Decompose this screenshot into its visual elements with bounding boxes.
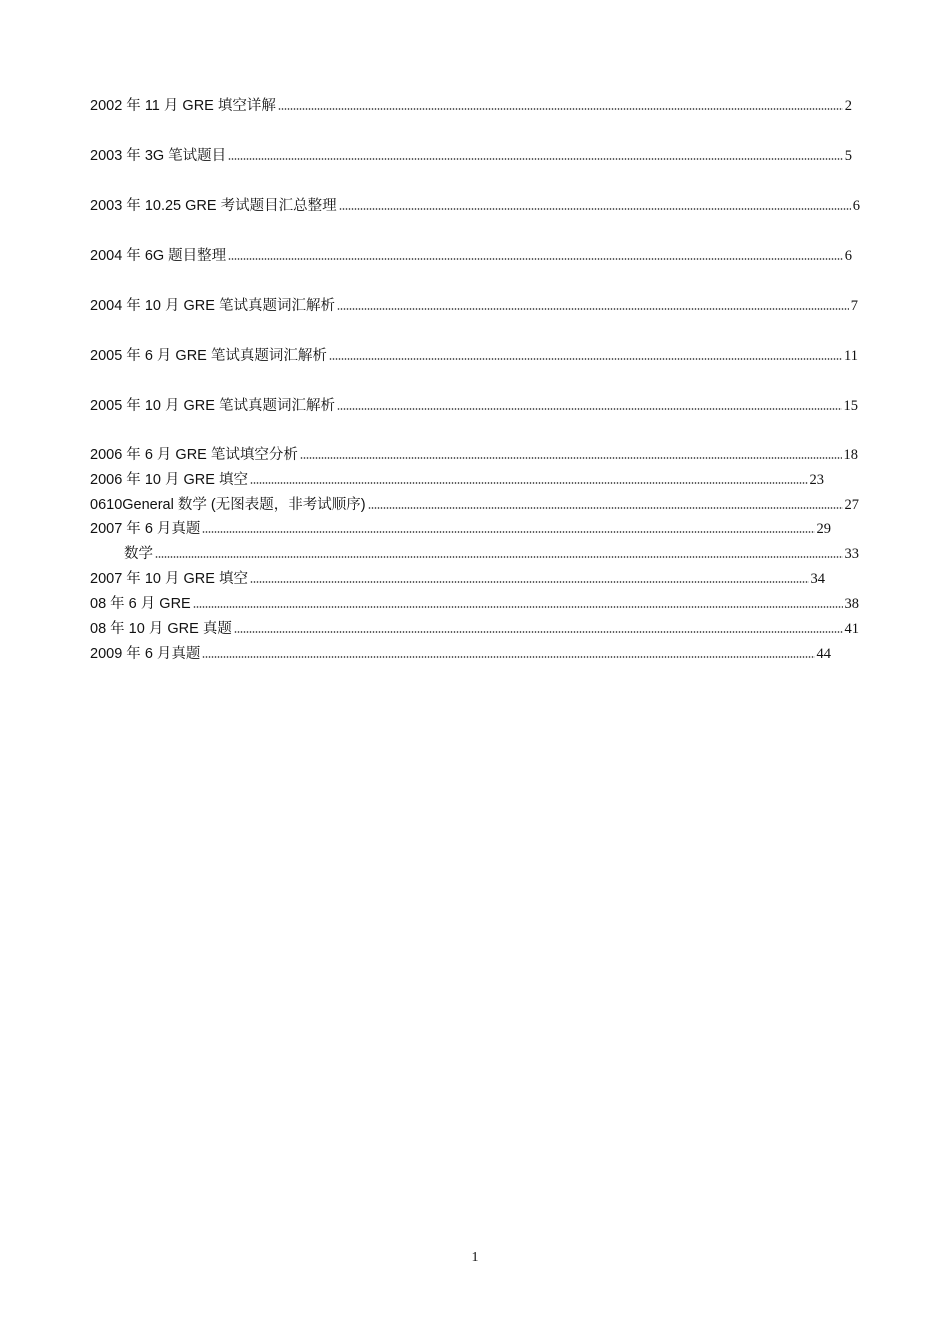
toc-entry[interactable] <box>90 246 852 266</box>
toc-entry[interactable] <box>90 196 860 216</box>
toc-entry-title: 08 年 10 月 GRE 真题 <box>90 621 232 637</box>
toc-entry[interactable] <box>90 644 831 664</box>
toc-entry[interactable] <box>124 544 859 564</box>
dot-leader <box>337 407 842 411</box>
dot-leader <box>228 157 843 161</box>
toc-entry[interactable] <box>90 445 858 465</box>
toc-entry-page: 34 <box>810 571 825 587</box>
toc-entry-page: 5 <box>844 148 852 164</box>
toc-entry-title: 2004 年 6G 题目整理 <box>90 248 227 264</box>
toc-entry-page: 15 <box>843 398 858 414</box>
dot-leader <box>202 655 814 659</box>
toc-entry-page: 2 <box>844 98 852 114</box>
toc-entry[interactable] <box>90 519 831 539</box>
dot-leader <box>339 207 851 211</box>
toc-entry-title: 2007 年 10 月 GRE 填空 <box>90 571 248 587</box>
dot-leader <box>234 630 843 634</box>
toc-entry-title: 2002 年 11 月 GRE 填空详解 <box>90 98 276 114</box>
dot-leader <box>202 530 814 534</box>
toc-entry-title: 2007 年 6 月真题 <box>90 521 201 537</box>
toc-entry-page: 7 <box>850 298 858 314</box>
dot-leader <box>228 257 843 261</box>
dot-leader <box>250 481 808 485</box>
toc-entry-title: 2006 年 10 月 GRE 填空 <box>90 472 248 488</box>
toc-entry[interactable] <box>90 396 858 416</box>
dot-leader <box>337 307 849 311</box>
toc-entry-page: 6 <box>852 198 860 214</box>
toc-entry-page: 38 <box>844 596 859 612</box>
toc-entry[interactable] <box>90 296 858 316</box>
toc-entry[interactable] <box>90 470 824 490</box>
toc-entry-title: 2003 年 3G 笔试题目 <box>90 148 227 164</box>
dot-leader <box>278 107 843 111</box>
toc-entry-page: 6 <box>844 248 852 264</box>
toc-entry-page: 23 <box>809 472 824 488</box>
toc-entry[interactable] <box>90 495 859 515</box>
toc-entry[interactable] <box>90 569 825 589</box>
toc-entry[interactable] <box>90 96 852 116</box>
toc-entry[interactable] <box>90 619 859 639</box>
toc-entry-page: 44 <box>816 646 831 662</box>
toc-entry[interactable] <box>90 594 859 614</box>
toc-entry-page: 18 <box>843 447 858 463</box>
dot-leader <box>368 506 843 510</box>
toc-entry-title: 2009 年 6 月真题 <box>90 646 201 662</box>
toc-entry-title: 2005 年 10 月 GRE 笔试真题词汇解析 <box>90 398 335 414</box>
toc-entry-title: 0610General 数学 (无图表题，非考试顺序) <box>90 497 366 513</box>
toc-entry-page: 29 <box>816 521 831 537</box>
toc-entry-page: 33 <box>844 546 859 562</box>
toc-entry-page: 27 <box>844 497 859 513</box>
dot-leader <box>329 357 842 361</box>
toc-entry-title: 2006 年 6 月 GRE 笔试填空分析 <box>90 447 298 463</box>
toc-entry-title: 2005 年 6 月 GRE 笔试真题词汇解析 <box>90 348 327 364</box>
toc-entry[interactable] <box>90 146 852 166</box>
toc-entry-title: 08 年 6 月 GRE <box>90 596 191 612</box>
dot-leader <box>250 580 809 584</box>
toc-entry-title: 2004 年 10 月 GRE 笔试真题词汇解析 <box>90 298 335 314</box>
dot-leader <box>155 555 843 559</box>
dot-leader <box>300 456 842 460</box>
toc-entry-title: 2003 年 10.25 GRE 考试题目汇总整理 <box>90 198 337 214</box>
page-number: 1 <box>471 1250 479 1265</box>
dot-leader <box>193 605 843 609</box>
toc-entry-page: 11 <box>844 348 858 364</box>
toc-entry[interactable] <box>90 346 858 366</box>
toc-entry-page: 41 <box>844 621 859 637</box>
toc-entry-title: 数学 <box>124 546 153 562</box>
